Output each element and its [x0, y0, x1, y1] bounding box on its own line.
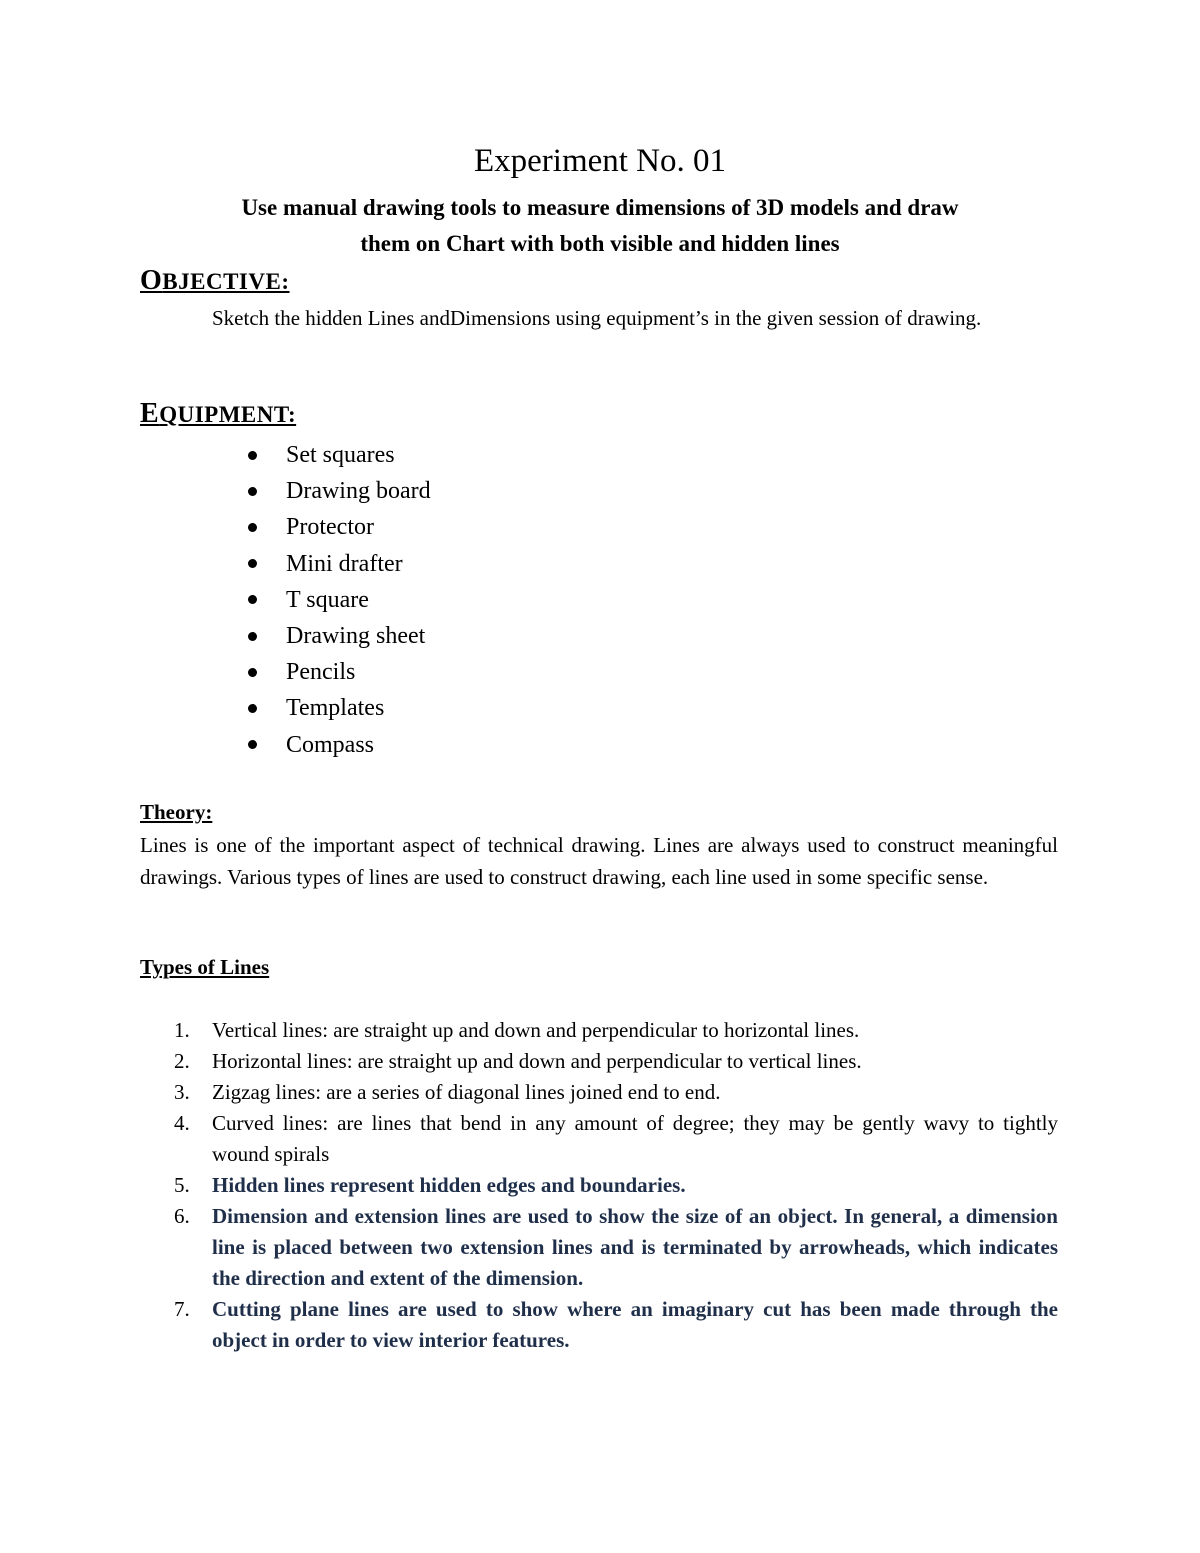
equipment-heading-rest: QUIPMENT:: [159, 402, 297, 427]
equipment-item: Templates: [244, 690, 431, 726]
equipment-item: Set squares: [244, 437, 431, 473]
bullet-icon: [248, 740, 257, 749]
list-item: 2. Horizontal lines: are straight up and down and perpendicular to vertical lines.: [174, 1049, 862, 1073]
subtitle-line-2: them on Chart with both visible and hidden lines: [360, 231, 840, 256]
list-item: 6. Dimension and extension lines are used to show the size of an object. In general, a dimension line is placed between two extension lines and is terminated by arrowheads, which indicates the direction and extent of the dimension.: [174, 1204, 1058, 1290]
page-subtitle: [140, 190, 1060, 262]
bullet-icon: [248, 559, 257, 568]
bullet-icon: [248, 704, 257, 713]
objective-text: Sketch the hidden Lines andDimensions using equipment’s in the given session of drawing.: [212, 306, 982, 330]
bullet-icon: [248, 523, 257, 532]
objective-heading-rest: BJECTIVE:: [162, 269, 290, 294]
list-item: 1. Vertical lines: are straight up and down and perpendicular to horizontal lines.: [174, 1018, 860, 1042]
bullet-icon: [248, 487, 257, 496]
equipment-list: [244, 437, 431, 763]
theory-heading: Theory:: [140, 800, 213, 824]
theory-text: Lines is one of the important aspect of technical drawing. Lines are always used to construct meaningful drawings. Various types of lines are used to construct drawing, each line used in some specific sense.: [140, 833, 1058, 889]
equipment-item: Protector: [244, 509, 431, 545]
bullet-icon: [248, 632, 257, 641]
equipment-item: Drawing sheet: [244, 618, 431, 654]
equipment-item: Compass: [244, 727, 431, 763]
equipment-heading-cap: E: [140, 398, 160, 429]
equipment-item: T square: [244, 582, 431, 618]
page-title: Experiment No. 01: [473, 143, 727, 179]
objective-heading-cap: O: [140, 265, 163, 296]
subtitle-line-1: Use manual drawing tools to measure dimensions of 3D models and draw: [241, 195, 959, 220]
equipment-item: Mini drafter: [244, 546, 431, 582]
equipment-item: Drawing board: [244, 473, 431, 509]
equipment-heading: [140, 398, 296, 430]
objective-heading: [140, 265, 289, 297]
types-list: [140, 1015, 1058, 1356]
bullet-icon: [248, 668, 257, 677]
list-item: 4. Curved lines: are lines that bend in any amount of degree; they may be gently wavy to tightly wound spirals: [174, 1111, 1058, 1166]
list-item: 5. Hidden lines represent hidden edges and boundaries.: [174, 1173, 686, 1197]
list-item: 7. Cutting plane lines are used to show where an imaginary cut has been made through the object in order to view interior features.: [174, 1297, 1058, 1352]
list-item: 3. Zigzag lines: are a series of diagonal lines joined end to end.: [174, 1080, 721, 1104]
bullet-icon: [248, 451, 257, 460]
types-heading: Types of Lines: [140, 955, 270, 979]
equipment-item: Pencils: [244, 654, 431, 690]
bullet-icon: [248, 595, 257, 604]
